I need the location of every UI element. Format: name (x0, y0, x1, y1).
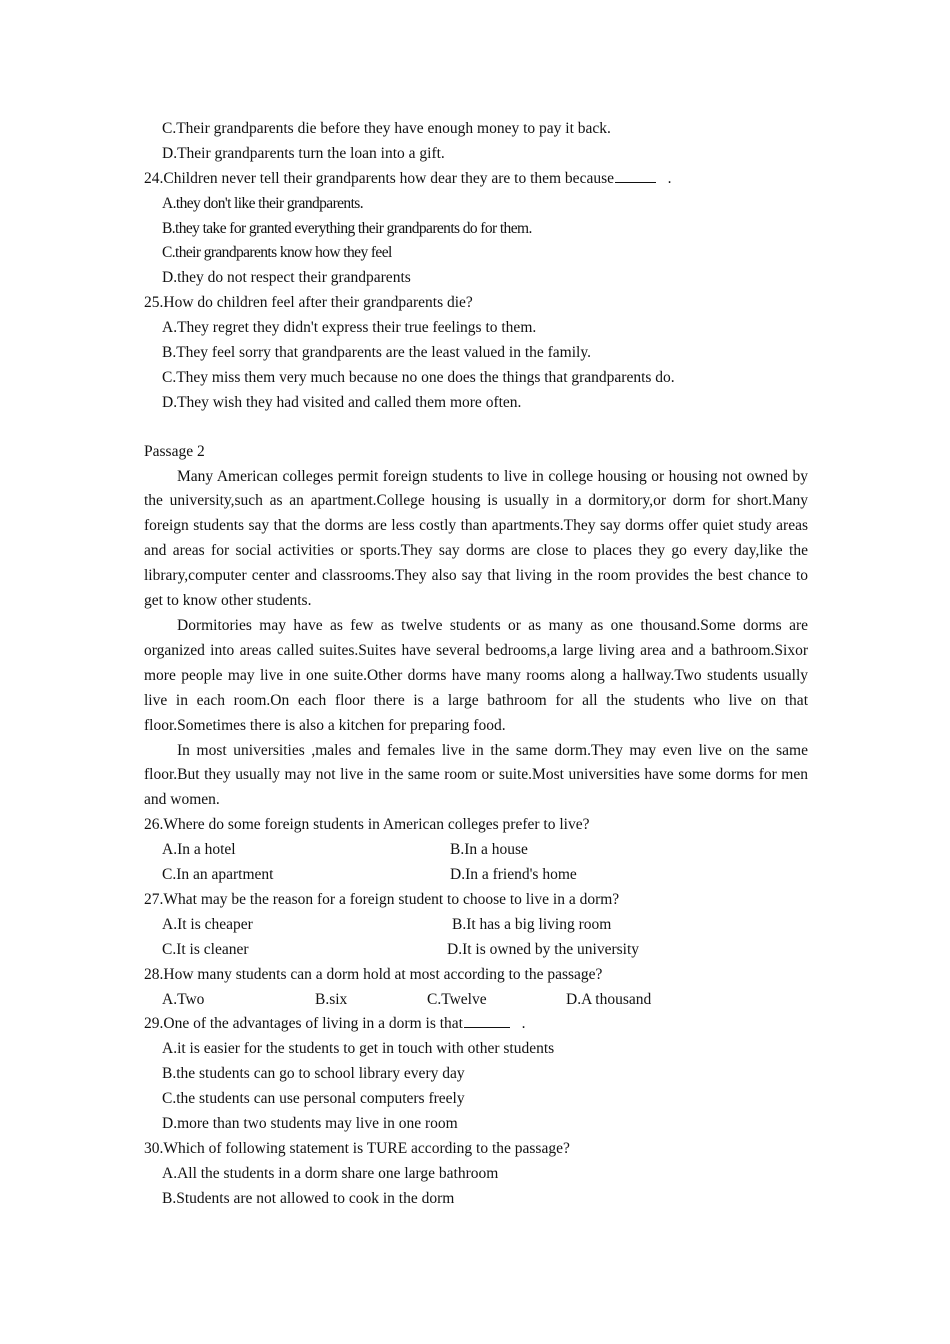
q29-answer-blank (464, 1013, 510, 1028)
q26-options-row-1 (144, 838, 808, 863)
q28-options-row (144, 988, 808, 1013)
q25-option-c: C.They miss them very much because no one does the things that grandparents do. (162, 368, 675, 386)
section-spacer (144, 416, 808, 440)
q24-stem-end: . (667, 169, 672, 187)
q30-stem: 30.Which of following statement is TURE according to the passage? (144, 1139, 570, 1157)
q24-stem (144, 167, 808, 192)
q30-option-a: A.All the students in a dorm share one large bathroom (162, 1164, 499, 1182)
q24-option-a: A.they don't like their grandparents. (162, 194, 363, 212)
q29-stem-end: . (521, 1015, 526, 1033)
q24-option-c: C.their grandparents know how they feel (162, 244, 392, 262)
q26-option-c: C.In an apartment (162, 866, 274, 884)
q28-option-a: A.Two (162, 990, 205, 1008)
passage-title: Passage 2 (144, 442, 205, 460)
q26-option-d: D.In a friend's home (450, 866, 577, 884)
q29-stem-text: 29.One of the advantages of living in a dorm is that (144, 1015, 463, 1033)
q28-stem: 28.How many students can a dorm hold at most according to the passage? (144, 965, 603, 983)
q26-option-a: A.In a hotel (162, 841, 236, 859)
q30-option-b: B.Students are not allowed to cook in the dorm (162, 1189, 455, 1207)
q28-option-c: C.Twelve (427, 990, 487, 1008)
q23-option-d: D.Their grandparents turn the loan into a gift. (162, 144, 445, 162)
q25-option-a: A.They regret they didn't express their true feelings to them. (162, 319, 537, 337)
q25-stem: 25.How do children feel after their grandparents die? (144, 294, 473, 312)
passage-paragraph-3: In most universities ,males and females live in the same dorm.They may even live on the same floor.But they usually may not live in the same room or suite.Most universities have some dorms for men and women. (144, 741, 808, 809)
q27-options-row-2 (144, 938, 808, 963)
q25-option-b: B.They feel sorry that grandparents are the least valued in the family. (162, 344, 591, 362)
q24-option-b: B.they take for granted everything their grandparents do for them. (162, 219, 532, 237)
q29-option-d: D.more than two students may live in one room (162, 1114, 458, 1132)
q24-stem-text: 24.Children never tell their grandparents how dear they are to them because (144, 169, 614, 187)
q29-stem (144, 1012, 808, 1037)
q26-option-b: B.In a house (450, 841, 528, 859)
q26-options-row-2 (144, 863, 808, 888)
q26-stem: 26.Where do some foreign students in American colleges prefer to live? (144, 816, 590, 834)
page-content (144, 117, 808, 1212)
q28-option-d: D.A thousand (566, 990, 652, 1008)
q24-answer-blank (615, 168, 656, 183)
q23-option-c: C.Their grandparents die before they have enough money to pay it back. (162, 120, 611, 137)
q27-option-d: D.It is owned by the university (447, 940, 640, 958)
q27-option-a: A.It is cheaper (162, 915, 253, 933)
q29-option-b: B.the students can go to school library every day (162, 1065, 465, 1083)
q27-stem: 27.What may be the reason for a foreign student to choose to live in a dorm? (144, 890, 620, 908)
q27-options-row-1 (144, 913, 808, 938)
q29-option-a: A.it is easier for the students to get in touch with other students (162, 1040, 555, 1058)
q27-option-b: B.It has a big living room (452, 915, 612, 933)
passage-paragraph-1: Many American colleges permit foreign students to live in college housing or housing not owned by the university,such as an apartment.College housing is usually in a dormitory,or dorm for short.Many foreign students say that the dorms are less costly than apartments.They say dorms offer quiet study areas and areas for social activities or sports.They say dorms are close to places they go every day,like the library,computer center and classrooms.They also say that living in the room provides the best chance to get to know other students. (144, 467, 808, 610)
q28-option-b: B.six (315, 990, 348, 1008)
q29-option-c: C.the students can use personal computers freely (162, 1090, 465, 1108)
q27-option-c: C.It is cleaner (162, 940, 249, 958)
q25-option-d: D.They wish they had visited and called them more often. (162, 393, 522, 411)
q24-option-d: D.they do not respect their grandparents (162, 269, 411, 287)
passage-paragraph-2: Dormitories may have as few as twelve students or as many as one thousand.Some dorms are organized into areas called suites.Suites have several bedrooms,a large living area and a bathroom.Sixor more people may live in one suite.Other dorms have many rooms along a hallway.Two students usually live in each room.On each floor there is a large bathroom for all the students who live on that floor.Sometimes there is also a kitchen for preparing food. (144, 617, 808, 734)
